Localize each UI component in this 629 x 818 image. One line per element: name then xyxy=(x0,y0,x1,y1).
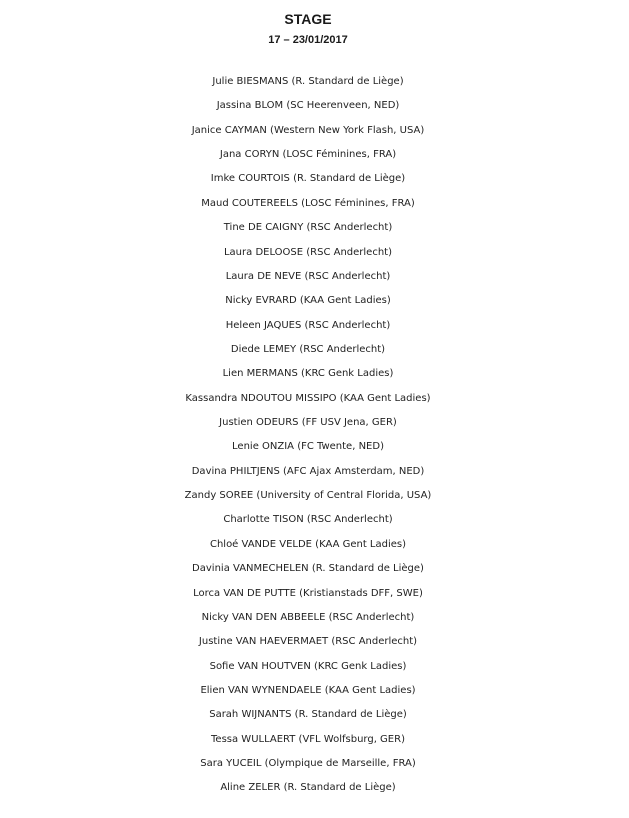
player-entry: Tine DE CAIGNY (RSC Anderlecht) xyxy=(223,222,393,234)
player-entry: Nicky EVRARD (KAA Gent Ladies) xyxy=(225,295,391,307)
player-list xyxy=(0,72,616,803)
player-entry: Heleen JAQUES (RSC Anderlecht) xyxy=(225,319,391,331)
player-entry: Justine VAN HAEVERMAET (RSC Anderlecht) xyxy=(198,636,418,648)
player-entry: Jassina BLOM (SC Heerenveen, NED) xyxy=(216,100,400,112)
player-entry: Zandy SOREE (University of Central Florida, USA) xyxy=(184,490,432,502)
player-entry: Elien VAN WYNENDAELE (KAA Gent Ladies) xyxy=(200,684,416,696)
player-entry: Laura DE NEVE (RSC Anderlecht) xyxy=(225,270,391,282)
player-entry: Davina PHILTJENS (AFC Ajax Amsterdam, NED) xyxy=(191,465,425,477)
player-entry: Lien MERMANS (KRC Genk Ladies) xyxy=(222,368,394,380)
player-entry: Justien ODEURS (FF USV Jena, GER) xyxy=(219,417,397,429)
player-entry: Charlotte TISON (RSC Anderlecht) xyxy=(223,514,393,526)
player-entry: Nicky VAN DEN ABBEELE (RSC Anderlecht) xyxy=(201,611,415,623)
player-entry: Janice CAYMAN (Western New York Flash, USA) xyxy=(191,124,425,136)
player-entry: Julie BIESMANS (R. Standard de Liège) xyxy=(212,76,404,87)
player-entry: Diede LEMEY (RSC Anderlecht) xyxy=(230,343,386,355)
player-entry: Sofie VAN HOUTVEN (KRC Genk Ladies) xyxy=(209,660,407,672)
player-entry: Laura DELOOSE (RSC Anderlecht) xyxy=(223,246,392,258)
player-entry: Maud COUTEREELS (LOSC Féminines, FRA) xyxy=(201,197,415,209)
player-entry: Imke COURTOIS (R. Standard de Liège) xyxy=(210,173,406,185)
document-title: STAGE xyxy=(284,11,332,27)
player-entry: Kassandra NDOUTOU MISSIPO (KAA Gent Ladies) xyxy=(185,392,431,404)
player-entry: Lorca VAN DE PUTTE (Kristianstads DFF, SWE) xyxy=(193,587,423,599)
player-entry: Tessa WULLAERT (VFL Wolfsburg, GER) xyxy=(211,733,405,745)
player-entry: Jana CORYN (LOSC Féminines, FRA) xyxy=(219,149,397,161)
player-entry: Davinia VANMECHELEN (R. Standard de Liège) xyxy=(192,563,424,575)
player-entry: Lenie ONZIA (FC Twente, NED) xyxy=(232,441,384,453)
player-entry: Chloé VANDE VELDE (KAA Gent Ladies) xyxy=(209,538,407,550)
document-dates: 17 – 23/01/2017 xyxy=(268,34,348,46)
player-entry: Sara YUCEIL (Olympique de Marseille, FRA) xyxy=(200,758,416,770)
player-entry: Sarah WIJNANTS (R. Standard de Liège) xyxy=(209,709,407,721)
player-entry: Aline ZELER (R. Standard de Liège) xyxy=(220,782,396,794)
